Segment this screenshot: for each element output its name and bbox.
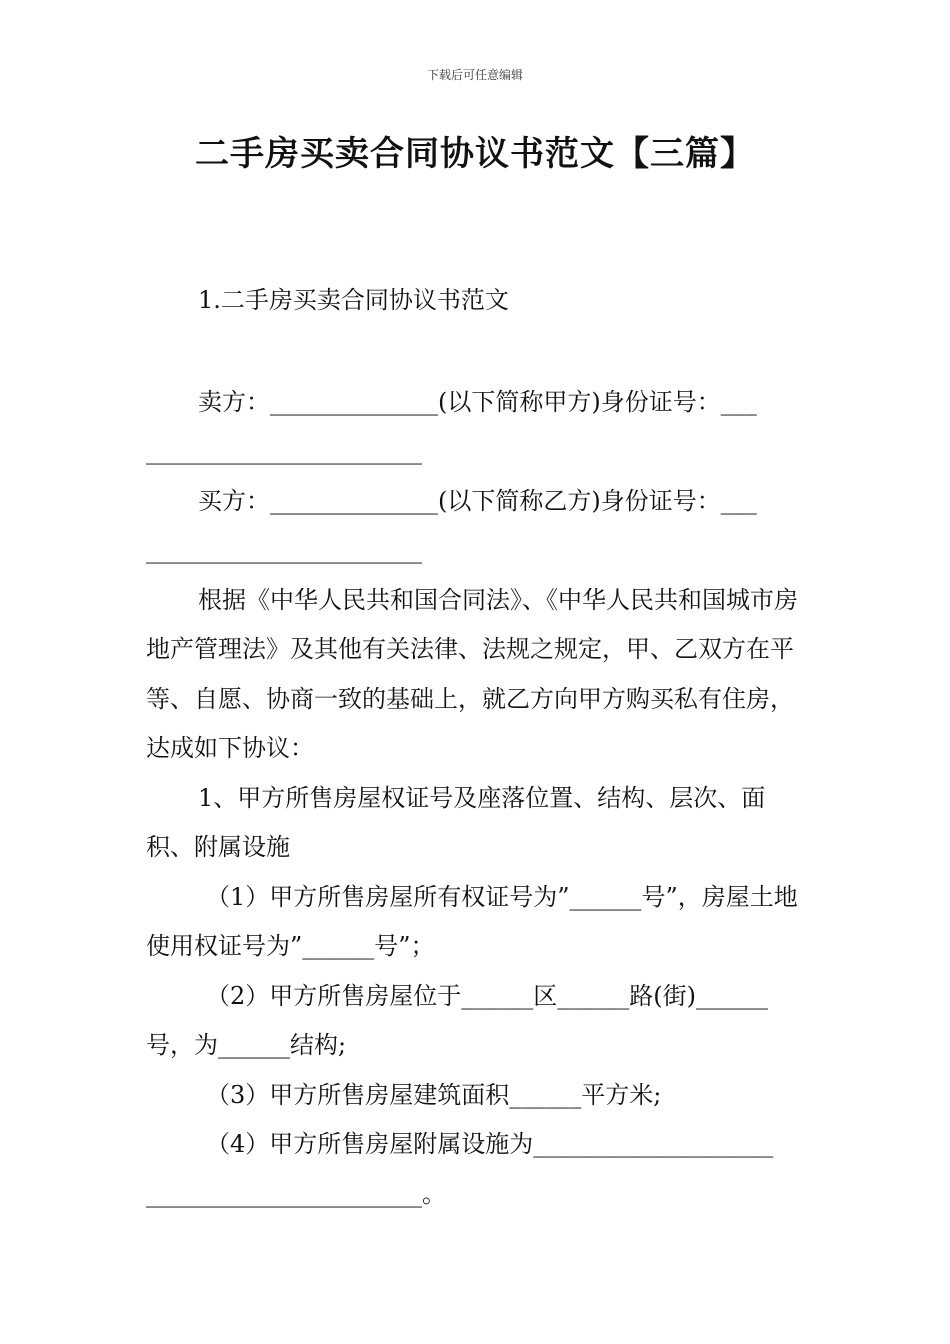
document-title: 二手房买卖合同协议书范文【三篇】 xyxy=(195,134,755,174)
clause-1-item-4-continuation: _______________________。 xyxy=(146,1179,446,1208)
clause-1-item-3: （3）甲方所售房屋建筑面积______平方米; xyxy=(206,1080,662,1109)
clause-1-item-2: （2）甲方所售房屋位于______区______路(街)______号，为______结构; xyxy=(146,981,768,1059)
clause-1-item-4: （4）甲方所售房屋附属设施为____________________ xyxy=(206,1130,774,1158)
seller-line xyxy=(146,378,806,428)
buyer-blank: ______________ xyxy=(270,486,438,515)
basis-paragraph: 根据《中华人民共和国合同法》、《中华人民共和国城市房地产管理法》及其他有关法律、法规之规定，甲、乙双方在平等、自愿、协商一致的基础上，就乙方向甲方购买私有住房，达成如下协议： xyxy=(146,585,798,762)
buyer-label: 买方： xyxy=(198,486,270,515)
seller-trail: _______________________ xyxy=(146,437,422,465)
seller-suffix: (以下简称甲方)身份证号：___ xyxy=(438,387,757,416)
section-heading: 1.二手房买卖合同协议书范文 xyxy=(198,286,509,314)
seller-label: 卖方： xyxy=(198,387,270,416)
buyer-suffix: (以下简称乙方)身份证号：___ xyxy=(438,486,757,515)
header-note: 下载后可任意编辑 xyxy=(426,68,523,82)
clause-1-item-1: （1）甲方所售房屋所有权证号为”______号”，房屋土地使用权证号为”______号”； xyxy=(146,882,798,960)
buyer-line xyxy=(146,477,806,527)
buyer-trail: _______________________ xyxy=(146,536,422,564)
seller-blank: ______________ xyxy=(270,387,438,416)
clause-1: 1、甲方所售房屋权证号及座落位置、结构、层次、面积、附属设施 xyxy=(146,783,766,861)
document-body xyxy=(146,276,806,1219)
